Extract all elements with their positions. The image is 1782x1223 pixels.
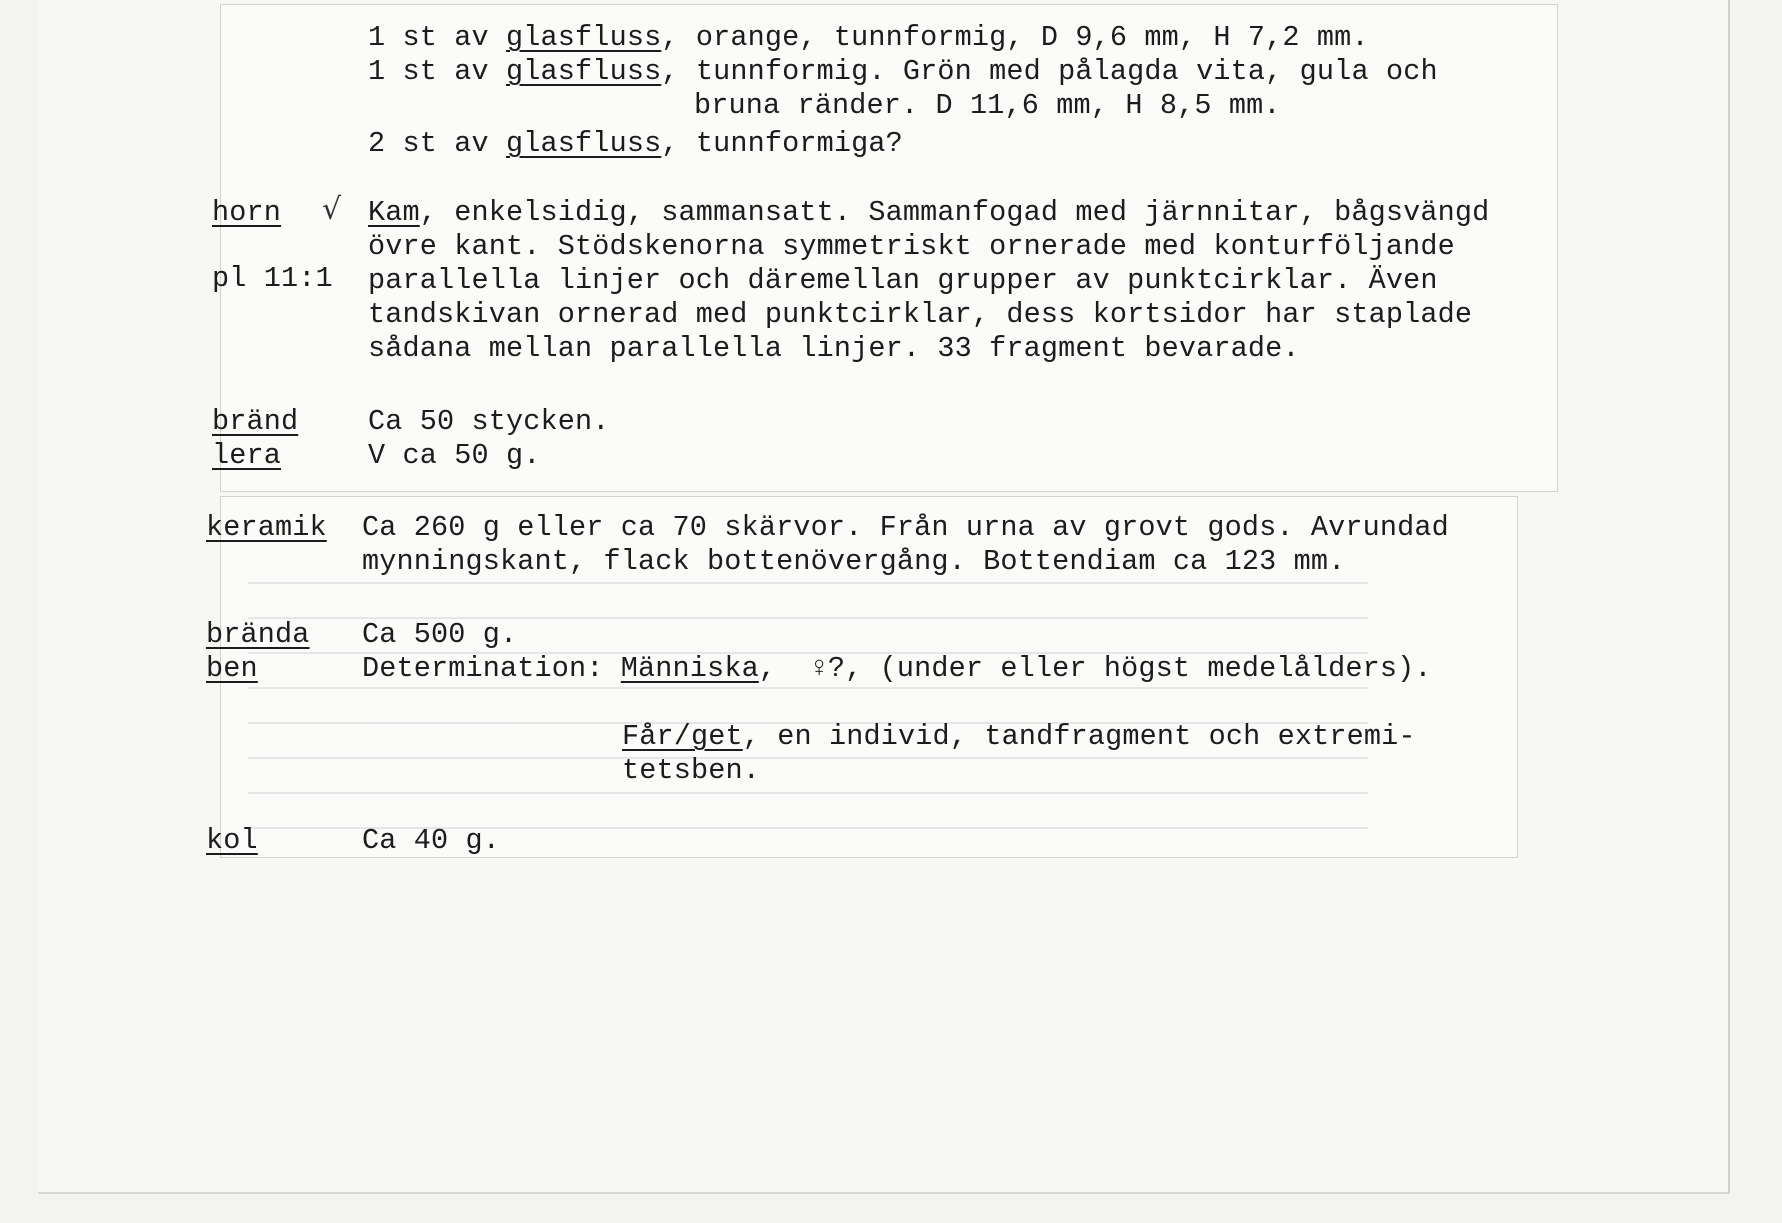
glass-desc: , tunnformig. Grön med pålagda vita, gula och xyxy=(661,55,1438,88)
determination-human: Människa xyxy=(620,652,759,685)
sheep-goat-item: Får/get xyxy=(622,720,743,753)
document-sheet xyxy=(38,0,1730,1194)
ben-label: ben xyxy=(206,652,258,685)
kol-label: kol xyxy=(206,824,258,857)
horn-desc-line-5: sådana mellan parallella linjer. 33 fragment bevarade. xyxy=(368,332,1300,365)
glass-item: glasfluss xyxy=(506,127,662,160)
determination-details: , ♀?, (under eller högst medelålders). xyxy=(758,652,1432,685)
branda-ben-weight: Ca 500 g. xyxy=(362,618,518,651)
keramik-label: keramik xyxy=(206,511,327,544)
branda-label: brända xyxy=(206,618,310,651)
brand-label: bränd xyxy=(212,405,299,438)
glass-desc: , tunnformiga? xyxy=(661,127,903,160)
horn-desc-line-2: övre kant. Stödskenorna symmetriskt ornerade med konturföljande xyxy=(368,230,1455,263)
horn-desc-line-3: parallella linjer och däremellan grupper av punktcirklar. Även xyxy=(368,264,1438,297)
keramik-desc-line-2: mynningskant, flack bottenövergång. Bottendiam ca 123 mm. xyxy=(362,545,1346,578)
glass-desc: , orange, tunnformig, D 9,6 mm, H 7,2 mm. xyxy=(661,21,1369,54)
plate-ref: pl 11:1 xyxy=(212,262,333,295)
lera-label: lera xyxy=(212,439,282,472)
check-mark: √ xyxy=(322,192,342,227)
determination-prefix: Determination: xyxy=(362,652,621,685)
sheep-goat-line-2: tetsben. xyxy=(622,754,761,787)
keramik-desc-line-1: Ca 260 g eller ca 70 skärvor. Från urna av grovt gods. Avrundad xyxy=(362,511,1449,544)
glass-item: glasfluss xyxy=(506,21,662,54)
glass-item: glasfluss xyxy=(506,55,662,88)
sheep-goat-details: , en individ, tandfragment och extremi- xyxy=(742,720,1416,753)
glass-qty: 1 st av xyxy=(368,21,489,54)
kol-weight: Ca 40 g. xyxy=(362,824,501,857)
sheep-goat-line xyxy=(622,720,1416,754)
brand-lera-weight: V ca 50 g. xyxy=(368,439,541,472)
brand-lera-count: Ca 50 stycken. xyxy=(368,405,610,438)
horn-desc-line-1 xyxy=(368,196,1489,230)
glass-qty: 1 st av xyxy=(368,55,489,88)
glass-entry-1 xyxy=(368,21,1369,55)
glass-qty: 2 st av xyxy=(368,127,489,160)
horn-label: horn xyxy=(212,196,282,229)
glass-entry-2-cont: bruna ränder. D 11,6 mm, H 8,5 mm. xyxy=(694,89,1281,122)
horn-desc-text: , enkelsidig, sammansatt. Sammanfogad med järnnitar, bågsvängd xyxy=(419,196,1490,229)
determination-line xyxy=(362,652,1432,686)
glass-entry-2 xyxy=(368,55,1438,89)
horn-desc-line-4: tandskivan ornerad med punktcirklar, dess kortsidor har staplade xyxy=(368,298,1473,331)
glass-entry-3 xyxy=(368,127,903,161)
horn-item: Kam xyxy=(368,196,420,229)
